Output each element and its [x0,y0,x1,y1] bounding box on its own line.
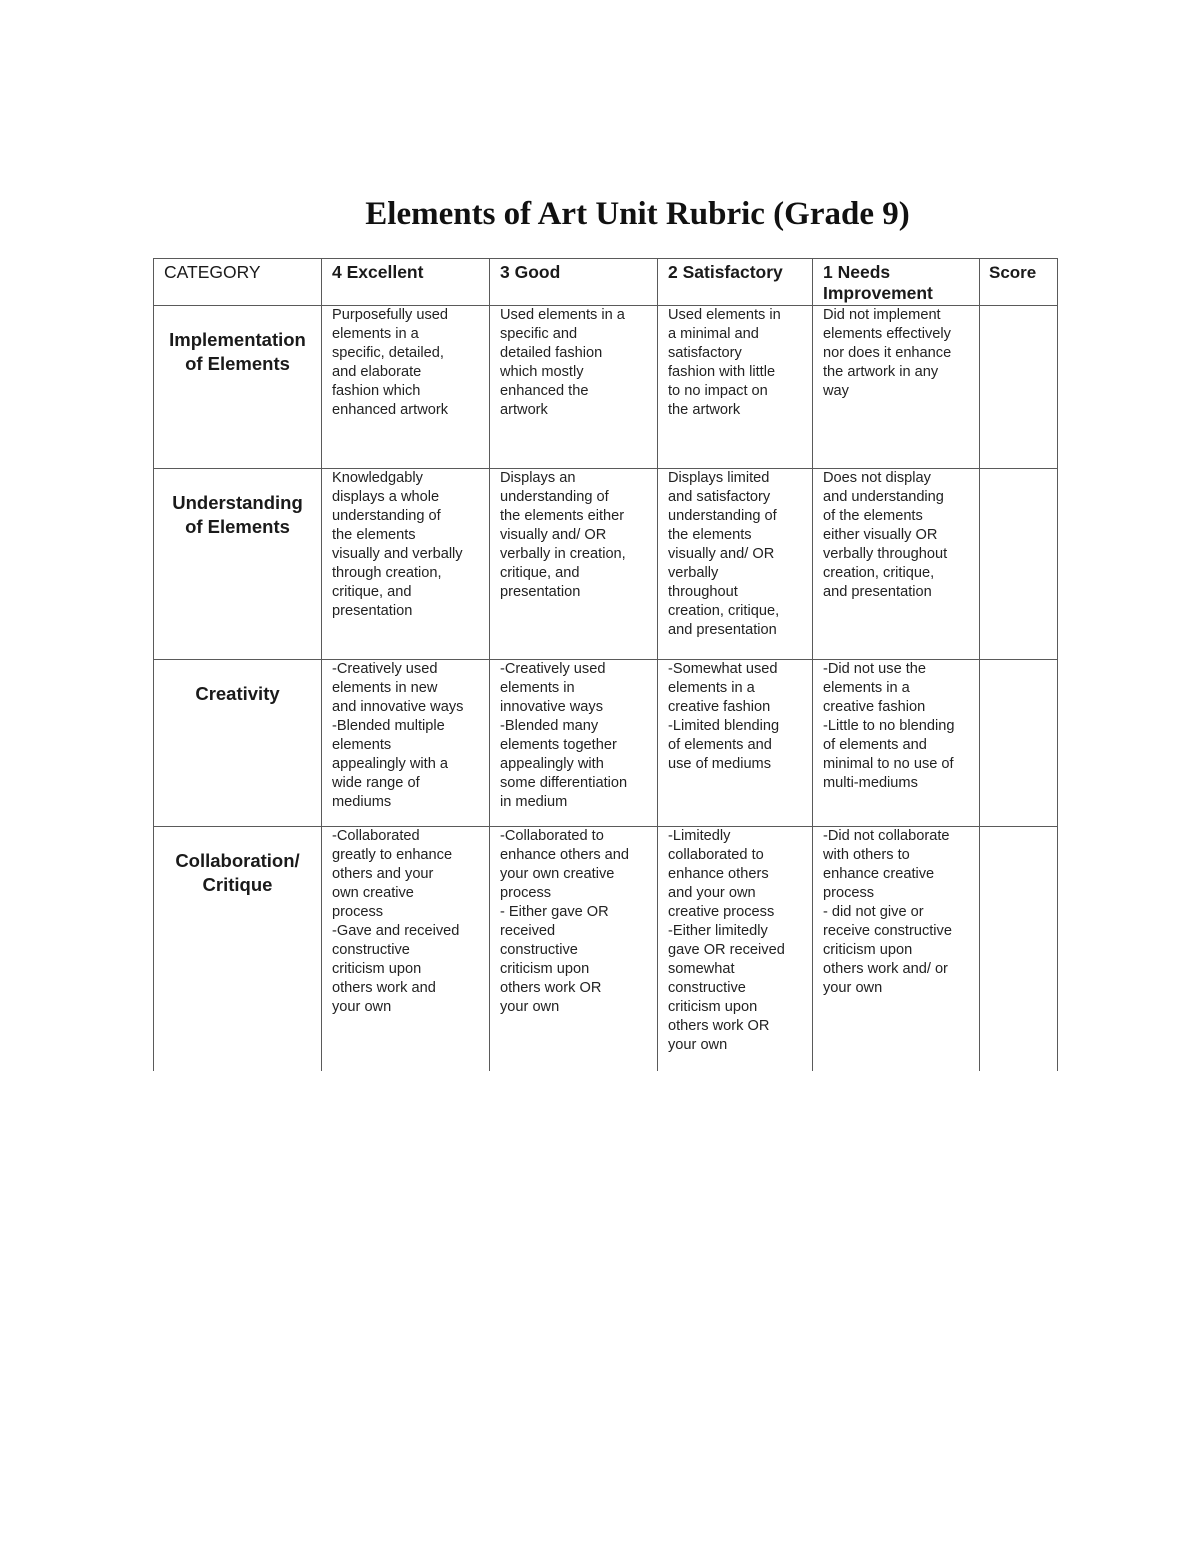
category-label: Implementation of Elements [169,329,306,374]
satisfactory-cell: -Somewhat used elements in a creative fashion -Limited blending of elements and use of mediums [658,660,813,827]
document-title: Elements of Art Unit Rubric (Grade 9) [365,196,910,232]
category-label: Creativity [195,683,280,704]
category-cell [154,660,322,827]
category-cell [154,827,322,1072]
header-row [154,259,1058,306]
table-row [154,469,1058,660]
good-cell: Used elements in a specific and detailed fashion which mostly enhanced the artwork [490,306,658,469]
needs-improvement-cell: Did not implement elements effectively nor does it enhance the artwork in any way [813,306,980,469]
table-row [154,306,1058,469]
header-good: 3 Good [490,259,658,306]
score-cell[interactable] [980,469,1058,660]
table-row [154,827,1058,1072]
header-score: Score [980,259,1058,306]
excellent-cell: -Creatively used elements in new and innovative ways -Blended multiple elements appealingly with a wide range of mediums [322,660,490,827]
header-excellent: 4 Excellent [322,259,490,306]
needs-improvement-cell: Does not display and understanding of the elements either visually OR verbally throughout creation, critique, and presentation [813,469,980,660]
score-cell[interactable] [980,827,1058,1072]
category-label: Understanding of Elements [172,492,303,537]
category-label: Collaboration/ Critique [175,850,300,895]
category-cell [154,306,322,469]
header-category: CATEGORY [154,259,322,306]
good-cell: -Creatively used elements in innovative ways -Blended many elements together appealingly with some differentiation in medium [490,660,658,827]
needs-improvement-cell: -Did not collaborate with others to enhance creative process - did not give or receive constructive criticism upon others work and/ or your own [813,827,980,1072]
good-cell: -Collaborated to enhance others and your own creative process - Either gave OR received constructive criticism upon others work OR your own [490,827,658,1072]
rubric-table [153,258,1058,1071]
header-satisfactory: 2 Satisfactory [658,259,813,306]
header-needs-improvement: 1 Needs Improvement [813,259,980,306]
excellent-cell: -Collaborated greatly to enhance others and your own creative process -Gave and received constructive criticism upon others work and your own [322,827,490,1072]
satisfactory-cell: Displays limited and satisfactory understanding of the elements visually and/ OR verbally throughout creation, critique, and presentation [658,469,813,660]
good-cell: Displays an understanding of the elements either visually and/ OR verbally in creation, critique, and presentation [490,469,658,660]
excellent-cell: Knowledgably displays a whole understanding of the elements visually and verbally through creation, critique, and presentation [322,469,490,660]
satisfactory-cell: Used elements in a minimal and satisfactory fashion with little to no impact on the artwork [658,306,813,469]
needs-improvement-cell: -Did not use the elements in a creative fashion -Little to no blending of elements and minimal to no use of multi-mediums [813,660,980,827]
score-cell[interactable] [980,306,1058,469]
table-row [154,660,1058,827]
excellent-cell: Purposefully used elements in a specific, detailed, and elaborate fashion which enhanced artwork [322,306,490,469]
category-cell [154,469,322,660]
score-cell[interactable] [980,660,1058,827]
satisfactory-cell: -Limitedly collaborated to enhance others and your own creative process -Either limitedly gave OR received somewhat constructive criticism upon others work OR your own [658,827,813,1072]
